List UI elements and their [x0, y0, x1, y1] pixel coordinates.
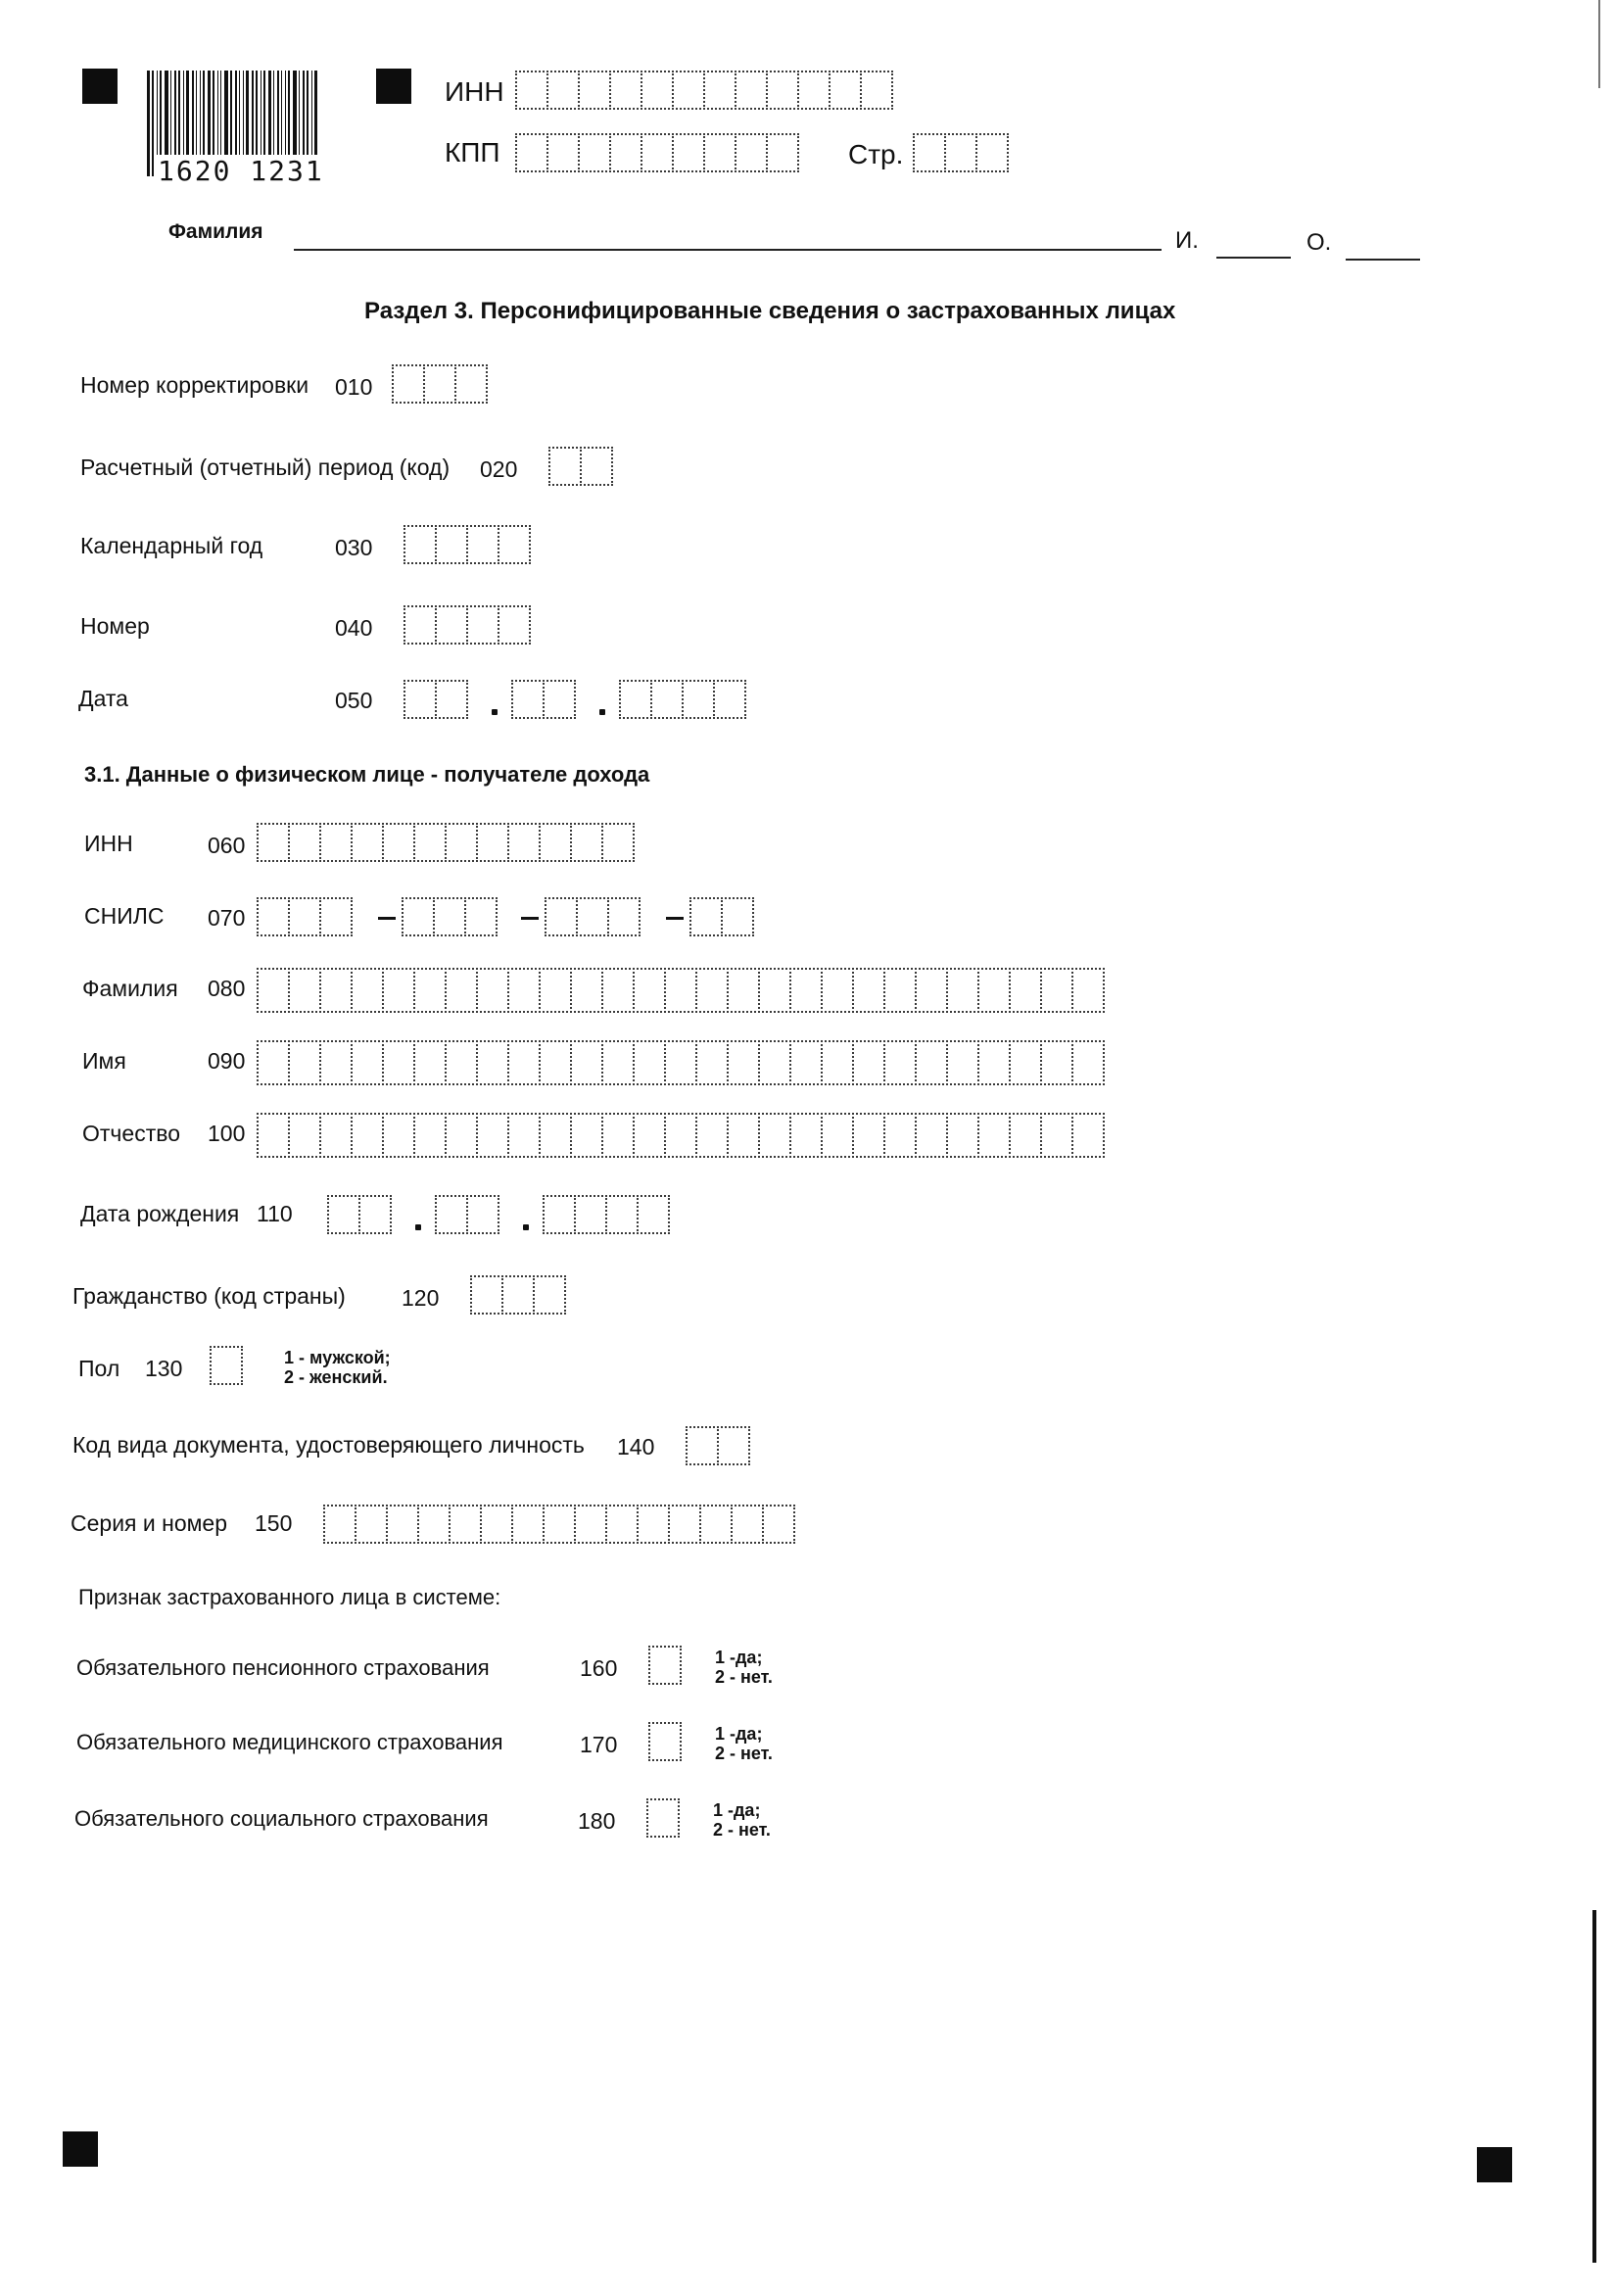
entry-cell[interactable] — [351, 968, 384, 1013]
entry-cell[interactable] — [210, 1346, 243, 1385]
entry-cell[interactable] — [507, 1040, 541, 1085]
pension-insurance-box[interactable] — [648, 1646, 682, 1685]
entry-cell[interactable] — [288, 823, 321, 862]
entry-cell[interactable] — [946, 1040, 979, 1085]
entry-cell[interactable] — [601, 1040, 635, 1085]
medical-insurance-box[interactable] — [648, 1722, 682, 1761]
entry-cell[interactable] — [646, 1798, 680, 1838]
entry-cell[interactable] — [543, 1195, 576, 1234]
entry-cell[interactable] — [382, 968, 415, 1013]
entry-cell[interactable] — [539, 1040, 572, 1085]
patronymic-boxes[interactable] — [257, 1113, 1105, 1158]
entry-cell[interactable] — [1009, 1040, 1042, 1085]
entry-cell[interactable] — [257, 897, 290, 936]
entry-cell[interactable] — [578, 133, 611, 172]
person-inn-boxes[interactable] — [257, 823, 635, 862]
entry-cell[interactable] — [515, 71, 548, 110]
entry-cell[interactable] — [601, 823, 635, 862]
entry-cell[interactable] — [546, 71, 580, 110]
field-label: Номер корректировки — [80, 372, 309, 398]
entry-cell[interactable] — [975, 133, 1009, 172]
snils-dash — [666, 917, 684, 920]
entry-cell[interactable] — [404, 605, 437, 645]
snils-part4-boxes[interactable] — [689, 897, 754, 936]
entry-cell[interactable] — [539, 1113, 572, 1158]
surname-label: Фамилия — [168, 220, 263, 243]
entry-cell[interactable] — [413, 1113, 447, 1158]
entry-cell[interactable] — [355, 1505, 388, 1544]
field-label: Фамилия — [82, 976, 178, 1001]
field-label: Код вида документа, удостоверяющего личность — [72, 1432, 585, 1458]
entry-cell[interactable] — [633, 968, 666, 1013]
field-label: Расчетный (отчетный) период (код) — [80, 454, 451, 480]
entry-cell[interactable] — [501, 1275, 535, 1315]
entry-cell[interactable] — [319, 1040, 353, 1085]
field-label: ИНН — [84, 831, 133, 856]
field-label: Серия и номер — [71, 1510, 228, 1536]
entry-cell[interactable] — [789, 968, 823, 1013]
birth-month-boxes[interactable] — [435, 1195, 499, 1234]
entry-cell[interactable] — [637, 1195, 670, 1234]
field-label: Дата — [78, 686, 128, 711]
entry-cell[interactable] — [1071, 968, 1105, 1013]
entry-cell[interactable] — [619, 680, 652, 719]
entry-cell[interactable] — [944, 133, 977, 172]
field-code: 070 — [208, 905, 246, 931]
barcode-bar — [147, 71, 150, 176]
entry-cell[interactable] — [511, 1505, 545, 1544]
field-code: 130 — [145, 1356, 183, 1381]
entry-cell[interactable] — [672, 71, 705, 110]
initial-o-line[interactable] — [1346, 259, 1420, 261]
entry-cell[interactable] — [686, 1426, 719, 1465]
field-code: 180 — [578, 1808, 616, 1834]
entry-cell[interactable] — [319, 1113, 353, 1158]
document-number-boxes[interactable] — [323, 1505, 795, 1544]
calendar-year-boxes[interactable] — [404, 525, 531, 564]
entry-cell[interactable] — [476, 1113, 509, 1158]
entry-cell[interactable] — [402, 897, 435, 936]
entry-cell[interactable] — [533, 1275, 566, 1315]
entry-cell[interactable] — [915, 1113, 948, 1158]
entry-cell[interactable] — [539, 968, 572, 1013]
entry-cell[interactable] — [689, 897, 723, 936]
entry-cell[interactable] — [672, 133, 705, 172]
field-label: Гражданство (код страны) — [72, 1283, 346, 1309]
entry-cell[interactable] — [570, 968, 603, 1013]
entry-cell[interactable] — [515, 133, 548, 172]
entry-cell[interactable] — [574, 1505, 607, 1544]
entry-cell[interactable] — [351, 823, 384, 862]
entry-cell[interactable] — [323, 1505, 356, 1544]
entry-cell[interactable] — [758, 1113, 791, 1158]
date-day-boxes[interactable] — [404, 680, 468, 719]
entry-cell[interactable] — [717, 1426, 750, 1465]
entry-cell[interactable] — [766, 71, 799, 110]
entry-cell[interactable] — [470, 1275, 503, 1315]
field-code: 020 — [480, 456, 518, 482]
entry-cell[interactable] — [852, 968, 885, 1013]
entry-cell[interactable] — [580, 447, 613, 486]
entry-cell[interactable] — [507, 823, 541, 862]
entry-cell[interactable] — [445, 968, 478, 1013]
entry-cell[interactable] — [829, 71, 862, 110]
entry-cell[interactable] — [476, 968, 509, 1013]
birth-year-boxes[interactable] — [543, 1195, 670, 1234]
field-code: 120 — [402, 1285, 440, 1311]
corner-marker-bottom-left — [63, 2131, 98, 2167]
corner-marker-top-left — [82, 69, 118, 104]
entry-cell[interactable] — [789, 1113, 823, 1158]
document-type-boxes[interactable] — [686, 1426, 750, 1465]
entry-cell[interactable] — [392, 364, 425, 404]
entry-cell[interactable] — [382, 1040, 415, 1085]
entry-cell[interactable] — [641, 71, 674, 110]
field-code: 010 — [335, 374, 373, 400]
entry-cell[interactable] — [735, 71, 768, 110]
entry-cell[interactable] — [883, 1113, 917, 1158]
period-code-boxes[interactable] — [548, 447, 613, 486]
entry-cell[interactable] — [543, 680, 576, 719]
corner-marker-top-right — [376, 69, 411, 104]
gender-box[interactable] — [210, 1346, 243, 1385]
entry-cell[interactable] — [404, 525, 437, 564]
field-code: 030 — [335, 535, 373, 560]
entry-cell[interactable] — [288, 897, 321, 936]
entry-cell[interactable] — [466, 525, 499, 564]
number-boxes[interactable] — [404, 605, 531, 645]
snils-dash — [378, 917, 396, 920]
entry-cell[interactable] — [758, 1040, 791, 1085]
entry-cell[interactable] — [257, 1113, 290, 1158]
field-code: 040 — [335, 615, 373, 641]
field-label: Обязательного медицинского страхования — [76, 1730, 503, 1754]
entry-cell[interactable] — [576, 897, 609, 936]
entry-cell[interactable] — [288, 1113, 321, 1158]
entry-cell[interactable] — [358, 1195, 392, 1234]
barcode-bar — [152, 71, 154, 176]
entry-cell[interactable] — [915, 968, 948, 1013]
entry-cell[interactable] — [449, 1505, 482, 1544]
gender-hint: 1 - мужской; 2 - женский. — [284, 1348, 391, 1388]
entry-cell[interactable] — [466, 605, 499, 645]
entry-cell[interactable] — [977, 1040, 1011, 1085]
entry-cell[interactable] — [351, 1113, 384, 1158]
entry-cell[interactable] — [605, 1195, 639, 1234]
entry-cell[interactable] — [386, 1505, 419, 1544]
field-label: Календарный год — [80, 533, 263, 558]
entry-cell[interactable] — [319, 968, 353, 1013]
scan-edge-line — [1592, 1910, 1596, 2263]
inn-boxes[interactable] — [515, 71, 893, 110]
date-separator — [599, 709, 605, 715]
date-year-boxes[interactable] — [619, 680, 746, 719]
entry-cell[interactable] — [607, 897, 641, 936]
field-code: 110 — [257, 1201, 293, 1226]
social-insurance-hint: 1 -да; 2 - нет. — [713, 1800, 771, 1841]
entry-cell[interactable] — [641, 133, 674, 172]
entry-cell[interactable] — [915, 1040, 948, 1085]
page-boxes[interactable] — [913, 133, 1009, 172]
entry-cell[interactable] — [633, 1040, 666, 1085]
entry-cell[interactable] — [382, 1113, 415, 1158]
entry-cell[interactable] — [1040, 1113, 1073, 1158]
snils-part3-boxes[interactable] — [545, 897, 641, 936]
entry-cell[interactable] — [351, 1040, 384, 1085]
entry-cell[interactable] — [417, 1505, 451, 1544]
subsection-title: 3.1. Данные о физическом лице - получателе дохода — [84, 762, 650, 787]
field-label: Обязательного пенсионного страхования — [76, 1655, 490, 1680]
date-separator — [523, 1224, 529, 1230]
entry-cell[interactable] — [609, 71, 642, 110]
entry-cell[interactable] — [413, 1040, 447, 1085]
date-separator — [415, 1224, 421, 1230]
entry-cell[interactable] — [703, 133, 736, 172]
entry-cell[interactable] — [445, 1040, 478, 1085]
entry-cell[interactable] — [382, 823, 415, 862]
field-code: 090 — [208, 1048, 246, 1074]
entry-cell[interactable] — [758, 968, 791, 1013]
entry-cell[interactable] — [977, 1113, 1011, 1158]
initial-i-line[interactable] — [1216, 257, 1291, 259]
entry-cell[interactable] — [435, 1195, 468, 1234]
first-name-boxes[interactable] — [257, 1040, 1105, 1085]
birth-day-boxes[interactable] — [327, 1195, 392, 1234]
entry-cell[interactable] — [883, 968, 917, 1013]
social-insurance-box[interactable] — [646, 1798, 680, 1838]
field-code: 080 — [208, 976, 246, 1001]
entry-cell[interactable] — [1009, 968, 1042, 1013]
field-code: 050 — [335, 688, 373, 713]
entry-cell[interactable] — [695, 1113, 729, 1158]
field-code: 170 — [580, 1732, 618, 1757]
entry-cell[interactable] — [727, 1040, 760, 1085]
field-label: Имя — [82, 1048, 126, 1074]
inn-label: ИНН — [445, 76, 504, 107]
entry-cell[interactable] — [433, 897, 466, 936]
field-label: Дата рождения — [80, 1201, 240, 1226]
entry-cell[interactable] — [435, 525, 468, 564]
entry-cell[interactable] — [821, 1113, 854, 1158]
entry-cell[interactable] — [288, 1040, 321, 1085]
entry-cell[interactable] — [821, 1040, 854, 1085]
entry-cell[interactable] — [601, 1113, 635, 1158]
entry-cell[interactable] — [605, 1505, 639, 1544]
entry-cell[interactable] — [727, 968, 760, 1013]
entry-cell[interactable] — [539, 823, 572, 862]
entry-cell[interactable] — [977, 968, 1011, 1013]
entry-cell[interactable] — [257, 1040, 290, 1085]
entry-cell[interactable] — [570, 823, 603, 862]
entry-cell[interactable] — [319, 823, 353, 862]
field-code: 150 — [255, 1510, 293, 1536]
entry-cell[interactable] — [413, 823, 447, 862]
entry-cell[interactable] — [507, 968, 541, 1013]
entry-cell[interactable] — [498, 525, 531, 564]
entry-cell[interactable] — [570, 1113, 603, 1158]
entry-cell[interactable] — [1040, 968, 1073, 1013]
entry-cell[interactable] — [435, 680, 468, 719]
entry-cell[interactable] — [852, 1113, 885, 1158]
entry-cell[interactable] — [257, 823, 290, 862]
initial-o-label: О. — [1306, 229, 1332, 256]
entry-cell[interactable] — [1071, 1040, 1105, 1085]
entry-cell[interactable] — [637, 1505, 670, 1544]
snils-dash — [521, 917, 539, 920]
entry-cell[interactable] — [789, 1040, 823, 1085]
pension-insurance-hint: 1 -да; 2 - нет. — [715, 1648, 773, 1688]
entry-cell[interactable] — [404, 680, 437, 719]
initial-i-label: И. — [1175, 227, 1199, 254]
entry-cell[interactable] — [543, 1505, 576, 1544]
entry-cell[interactable] — [480, 1505, 513, 1544]
snils-part2-boxes[interactable] — [402, 897, 498, 936]
entry-cell[interactable] — [860, 71, 893, 110]
entry-cell[interactable] — [946, 1113, 979, 1158]
entry-cell[interactable] — [1040, 1040, 1073, 1085]
entry-cell[interactable] — [721, 897, 754, 936]
entry-cell[interactable] — [797, 71, 831, 110]
entry-cell[interactable] — [445, 1113, 478, 1158]
scan-edge-line-top — [1598, 0, 1600, 88]
entry-cell[interactable] — [648, 1646, 682, 1685]
date-separator — [492, 709, 498, 715]
field-code: 060 — [208, 833, 246, 858]
entry-cell[interactable] — [578, 71, 611, 110]
entry-cell[interactable] — [327, 1195, 360, 1234]
snils-part1-boxes[interactable] — [257, 897, 353, 936]
entry-cell[interactable] — [821, 968, 854, 1013]
entry-cell[interactable] — [464, 897, 498, 936]
date-month-boxes[interactable] — [511, 680, 576, 719]
entry-cell[interactable] — [570, 1040, 603, 1085]
entry-cell[interactable] — [633, 1113, 666, 1158]
barcode-number: 1620 1231 — [155, 155, 327, 187]
field-label: Номер — [80, 613, 150, 639]
entry-cell[interactable] — [664, 1040, 697, 1085]
kpp-boxes[interactable] — [515, 133, 799, 172]
entry-cell[interactable] — [946, 968, 979, 1013]
surname-boxes[interactable] — [257, 968, 1105, 1013]
entry-cell[interactable] — [413, 968, 447, 1013]
corner-marker-bottom-right — [1477, 2147, 1512, 2182]
field-label: Отчество — [82, 1121, 180, 1146]
field-code: 140 — [617, 1434, 655, 1459]
insured-heading: Признак застрахованного лица в системе: — [78, 1585, 501, 1609]
entry-cell[interactable] — [883, 1040, 917, 1085]
entry-cell[interactable] — [476, 1040, 509, 1085]
entry-cell[interactable] — [695, 968, 729, 1013]
entry-cell[interactable] — [288, 968, 321, 1013]
entry-cell[interactable] — [766, 133, 799, 172]
kpp-label: КПП — [445, 137, 500, 167]
entry-cell[interactable] — [703, 71, 736, 110]
entry-cell[interactable] — [466, 1195, 499, 1234]
field-label: СНИЛС — [84, 903, 165, 929]
entry-cell[interactable] — [257, 968, 290, 1013]
entry-cell[interactable] — [648, 1722, 682, 1761]
entry-cell[interactable] — [664, 968, 697, 1013]
entry-cell[interactable] — [852, 1040, 885, 1085]
entry-cell[interactable] — [1009, 1113, 1042, 1158]
entry-cell[interactable] — [548, 447, 582, 486]
entry-cell[interactable] — [762, 1505, 795, 1544]
entry-cell[interactable] — [713, 680, 746, 719]
entry-cell[interactable] — [668, 1505, 701, 1544]
surname-line[interactable] — [294, 249, 1162, 251]
entry-cell[interactable] — [423, 364, 456, 404]
entry-cell[interactable] — [511, 680, 545, 719]
entry-cell[interactable] — [507, 1113, 541, 1158]
entry-cell[interactable] — [435, 605, 468, 645]
entry-cell[interactable] — [682, 680, 715, 719]
entry-cell[interactable] — [650, 680, 684, 719]
entry-cell[interactable] — [609, 133, 642, 172]
page-label: Стр. — [848, 139, 904, 169]
entry-cell[interactable] — [546, 133, 580, 172]
entry-cell[interactable] — [699, 1505, 733, 1544]
field-label: Обязательного социального страхования — [74, 1806, 489, 1831]
entry-cell[interactable] — [913, 133, 946, 172]
section-title: Раздел 3. Персонифицированные сведения о застрахованных лицах — [364, 298, 1176, 324]
entry-cell[interactable] — [731, 1505, 764, 1544]
entry-cell[interactable] — [735, 133, 768, 172]
field-code: 160 — [580, 1655, 618, 1681]
entry-cell[interactable] — [498, 605, 531, 645]
entry-cell[interactable] — [727, 1113, 760, 1158]
medical-insurance-hint: 1 -да; 2 - нет. — [715, 1724, 773, 1764]
correction-number-boxes[interactable] — [392, 364, 488, 404]
entry-cell[interactable] — [319, 897, 353, 936]
field-label: Пол — [78, 1356, 120, 1381]
field-code: 100 — [208, 1121, 246, 1146]
citizenship-boxes[interactable] — [470, 1275, 566, 1315]
entry-cell[interactable] — [664, 1113, 697, 1158]
entry-cell[interactable] — [545, 897, 578, 936]
entry-cell[interactable] — [476, 823, 509, 862]
entry-cell[interactable] — [574, 1195, 607, 1234]
entry-cell[interactable] — [1071, 1113, 1105, 1158]
entry-cell[interactable] — [695, 1040, 729, 1085]
entry-cell[interactable] — [445, 823, 478, 862]
entry-cell[interactable] — [454, 364, 488, 404]
entry-cell[interactable] — [601, 968, 635, 1013]
